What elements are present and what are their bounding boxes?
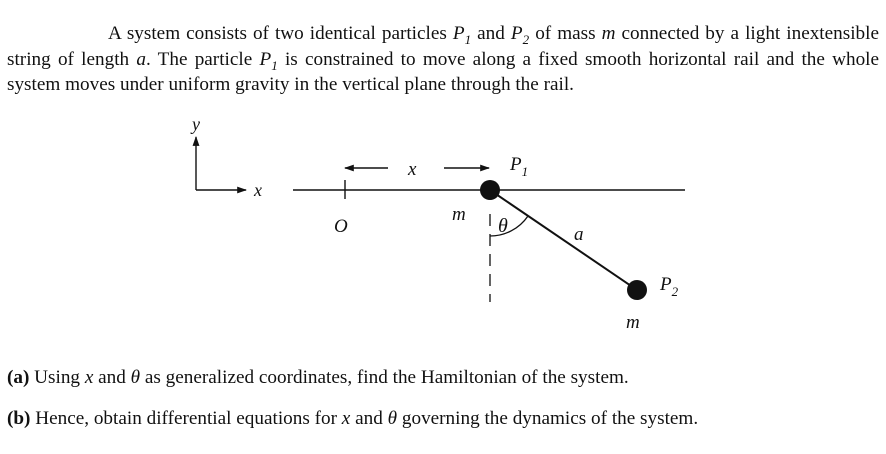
particle-p2-subscript: 2 — [522, 32, 530, 48]
y-axis-label: y — [192, 114, 200, 134]
theta-angle-arc — [490, 216, 528, 236]
p2-label — [659, 274, 679, 299]
length-label-a: a — [574, 224, 584, 245]
question-a-text-3: as generalized coordinates, find the Hamiltonian of the system. — [140, 367, 629, 388]
intro-text-2: and — [471, 23, 511, 45]
x-axis-label: x — [254, 180, 262, 200]
mass-symbol: m — [601, 23, 616, 45]
question-b-text-3: governing the dynamics of the system. — [397, 408, 699, 429]
question-a — [7, 366, 879, 390]
p2-label-letter: P — [660, 274, 672, 295]
string — [490, 190, 637, 290]
question-b-text-2: and — [350, 408, 388, 429]
length-symbol: a — [136, 48, 146, 70]
intro-text-1: A system consists of two identical particles — [108, 23, 453, 45]
question-b-text-1: Hence, obtain differential equations for — [30, 408, 342, 429]
particle-p1-again-letter: P — [259, 48, 272, 70]
p1-label-letter: P — [510, 154, 522, 175]
intro-text-6: is constrained to move along a fixed smooth horizontal rail and the whole system moves under uniform gravity in the vertical plane through the rail. — [7, 48, 880, 96]
particle-p1-again-subscript: 1 — [271, 57, 278, 73]
question-b-tag: (b) — [7, 408, 31, 429]
x-dimension-label: x — [408, 159, 417, 180]
p1-label-subscript: 1 — [521, 164, 529, 179]
question-b-theta: θ — [387, 408, 398, 429]
mass-label-p1: m — [452, 204, 466, 225]
particle-p2-dot — [627, 280, 647, 300]
question-a-x: x — [84, 367, 94, 388]
particle-p2-letter: P — [510, 23, 523, 45]
question-a-text-1: Using — [29, 367, 85, 388]
question-b-x: x — [341, 408, 351, 429]
question-a-theta: θ — [130, 367, 141, 388]
particle-p1-dot — [480, 180, 500, 200]
origin-label: O — [334, 216, 348, 237]
intro-text-5: . The particle — [145, 48, 260, 70]
question-a-tag: (a) — [7, 367, 30, 388]
particle-p1-letter: P — [452, 23, 465, 45]
theta-label: θ — [498, 215, 508, 237]
p1-label — [509, 154, 528, 179]
intro-text-3: of mass — [529, 23, 602, 45]
question-a-text-2: and — [93, 367, 131, 388]
mass-label-p2: m — [626, 312, 640, 333]
intro-text-4: connected by a light inextensible string of length — [7, 23, 879, 70]
particle-p1-subscript: 1 — [464, 32, 472, 48]
question-b — [7, 407, 879, 431]
p2-label-subscript: 2 — [671, 284, 679, 299]
